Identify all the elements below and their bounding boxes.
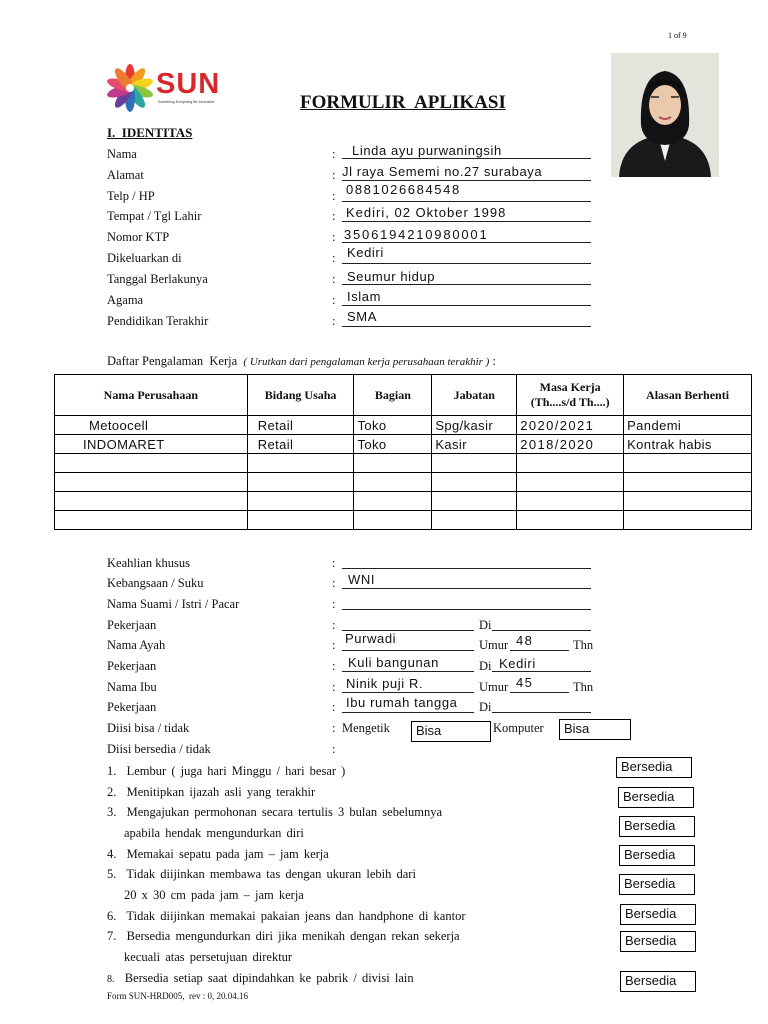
list-item: 2. Menitipkan ijazah asli yang terakhir — [107, 785, 316, 799]
label-komputer: Komputer — [493, 721, 544, 735]
nama-ibu-field[interactable]: Ninik puji R. — [346, 676, 424, 691]
label-thn-ibu: Thn — [573, 680, 594, 694]
label-agama: Agama — [107, 293, 144, 307]
list-item: 8. Bersedia setiap saat dipindahkan ke pabrik / divisi lain — [107, 971, 414, 985]
label-diisi-bersedia-tidak: Diisi bersedia / tidak — [107, 742, 211, 756]
table-cell[interactable]: Retail — [247, 435, 354, 454]
label-keahlian: Keahlian khusus — [107, 556, 190, 570]
table-cell[interactable] — [432, 492, 517, 511]
answer-box-5[interactable]: Bersedia — [619, 874, 695, 895]
table-cell[interactable] — [55, 473, 248, 492]
list-item: 5. Tidak diijinkan membawa tas dengan ukuran lebih dari — [107, 867, 416, 881]
nama-ayah-field[interactable]: Purwadi — [345, 631, 397, 646]
table-header-row — [55, 375, 752, 416]
table-cell[interactable] — [354, 492, 432, 511]
agama-field[interactable]: Islam — [347, 289, 382, 304]
pekerjaan-3-field[interactable]: Ibu rumah tangga — [346, 695, 458, 710]
tempat-tgl-lahir-field[interactable]: Kediri, 02 Oktober 1998 — [346, 205, 507, 220]
table-cell[interactable] — [247, 454, 354, 473]
answer-box-6[interactable]: Bersedia — [620, 904, 696, 925]
table-cell[interactable]: Spg/kasir — [432, 416, 517, 435]
label-umur-ayah: Umur — [479, 638, 509, 652]
table-cell[interactable]: 2018/2020 — [517, 435, 624, 454]
label-tanggal-berlakunya: Tanggal Berlakunya — [107, 272, 208, 286]
logo-tagline: Something Everything Be Innovative — [158, 100, 215, 104]
answer-box-1[interactable]: Bersedia — [616, 757, 692, 778]
label-mengetik: Mengetik — [342, 721, 390, 735]
label-dikeluarkan-di: Dikeluarkan di — [107, 251, 182, 265]
table-cell[interactable] — [432, 511, 517, 530]
table-cell[interactable]: Toko — [354, 416, 432, 435]
table-cell[interactable] — [517, 511, 624, 530]
applicant-photo — [611, 53, 719, 177]
answer-box-2[interactable]: Bersedia — [618, 787, 694, 808]
portrait-image — [611, 53, 719, 177]
table-row — [55, 454, 752, 473]
table-cell[interactable]: Toko — [354, 435, 432, 454]
table-cell[interactable] — [432, 473, 517, 492]
col-bidang-usaha: Bidang Usaha — [247, 375, 354, 416]
section-identitas-heading: I. IDENTITAS — [107, 125, 193, 140]
telp-field[interactable]: 0881026684548 — [346, 182, 461, 197]
table-cell[interactable] — [432, 454, 517, 473]
table-cell[interactable] — [55, 454, 248, 473]
label-pasangan: Nama Suami / Istri / Pacar — [107, 597, 240, 611]
table-cell[interactable] — [354, 454, 432, 473]
list-item-continuation: apabila hendak mengundurkan diri — [124, 826, 304, 840]
table-cell[interactable]: Metoocell — [55, 416, 248, 435]
col-jabatan: Jabatan — [432, 375, 517, 416]
table-cell[interactable] — [624, 511, 752, 530]
table-row — [55, 492, 752, 511]
list-item: 6. Tidak diijinkan memakai pakaian jeans dan handphone di kantor — [107, 909, 466, 923]
table-cell[interactable] — [247, 473, 354, 492]
nama-field[interactable]: Linda ayu purwaningsih — [352, 143, 502, 158]
col-bagian: Bagian — [354, 375, 432, 416]
col-alasan-berhenti: Alasan Berhenti — [624, 375, 752, 416]
label-pekerjaan-2: Pekerjaan — [107, 659, 157, 673]
table-row — [55, 473, 752, 492]
alamat-field[interactable]: Jl raya Sememi no.27 surabaya — [342, 164, 543, 179]
table-cell[interactable] — [517, 492, 624, 511]
label-nomor-ktp: Nomor KTP — [107, 230, 170, 244]
label-pendidikan-terakhir: Pendidikan Terakhir — [107, 314, 209, 328]
logo-text: SUN — [156, 68, 221, 100]
umur-ibu-field[interactable]: 45 — [516, 675, 534, 690]
table-cell[interactable]: Kasir — [432, 435, 517, 454]
form-title: FORMULIR APLIKASI — [300, 92, 506, 113]
label-di-2: Di — [479, 659, 492, 673]
umur-ayah-field[interactable]: 48 — [516, 633, 534, 648]
nomor-ktp-field[interactable]: 3506194210980001 — [344, 227, 489, 242]
list-item: 7. Bersedia mengundurkan diri jika menikah dengan rekan sekerja — [107, 929, 460, 943]
table-cell[interactable]: Pandemi — [624, 416, 752, 435]
answer-box-3[interactable]: Bersedia — [619, 816, 695, 837]
list-item-continuation: 20 x 30 cm pada jam – jam kerja — [124, 888, 304, 902]
table-cell[interactable] — [55, 492, 248, 511]
answer-box-4[interactable]: Bersedia — [619, 845, 695, 866]
list-item: 4. Memakai sepatu pada jam – jam kerja — [107, 847, 329, 861]
list-item: 3. Mengajukan permohonan secara tertulis 3 bulan sebelumnya — [107, 805, 443, 819]
table-cell[interactable] — [354, 473, 432, 492]
table-row — [55, 511, 752, 530]
table-cell[interactable] — [55, 511, 248, 530]
list-item-continuation: kecuali atas persetujuan direktur — [124, 950, 293, 964]
label-umur-ibu: Umur — [479, 680, 509, 694]
page-number: 1 of 9 — [668, 31, 687, 40]
komputer-field[interactable]: Bisa — [559, 719, 631, 740]
label-thn-ayah: Thn — [573, 638, 594, 652]
table-cell[interactable] — [247, 492, 354, 511]
label-pekerjaan-1: Pekerjaan — [107, 618, 157, 632]
label-nama-ayah: Nama Ayah — [107, 638, 166, 652]
experience-table — [54, 374, 752, 530]
flower-logo-icon — [104, 64, 156, 112]
label-alamat: Alamat — [107, 168, 144, 182]
table-cell[interactable]: 2020/2021 — [517, 416, 624, 435]
form-footer: Form SUN-HRD005, rev : 0, 20.04.16 — [107, 991, 248, 1001]
table-cell[interactable]: Kontrak habis — [624, 435, 752, 454]
table-cell[interactable] — [517, 473, 624, 492]
mengetik-field[interactable]: Bisa — [411, 721, 491, 742]
label-di-3: Di — [479, 700, 492, 714]
answer-box-7[interactable]: Bersedia — [620, 931, 696, 952]
table-cell[interactable] — [624, 492, 752, 511]
dikeluarkan-di-field[interactable]: Kediri — [347, 245, 384, 260]
table-cell[interactable]: INDOMARET — [55, 435, 248, 454]
label-diisi-bisa-tidak: Diisi bisa / tidak — [107, 721, 190, 735]
label-di-1: Di — [479, 618, 492, 632]
table-cell[interactable] — [624, 454, 752, 473]
table-row — [55, 416, 752, 435]
company-logo — [104, 64, 244, 112]
tanggal-berlakunya-field[interactable]: Seumur hidup — [347, 269, 436, 284]
col-nama-perusahaan: Nama Perusahaan — [55, 375, 248, 416]
table-cell[interactable]: Retail — [247, 416, 354, 435]
list-item: 1. Lembur ( juga hari Minggu / hari besar ) — [107, 764, 346, 778]
label-nama: Nama — [107, 147, 137, 161]
table-row — [55, 435, 752, 454]
answer-box-8[interactable]: Bersedia — [620, 971, 696, 992]
label-pekerjaan-3: Pekerjaan — [107, 700, 157, 714]
table-cell[interactable] — [517, 454, 624, 473]
label-nama-ibu: Nama Ibu — [107, 680, 157, 694]
pendidikan-terakhir-field[interactable]: SMA — [347, 309, 377, 324]
label-tempat-tgl-lahir: Tempat / Tgl Lahir — [107, 209, 202, 223]
col-masa-kerja: Masa Kerja (Th....s/d Th....) — [517, 375, 624, 416]
table-cell[interactable] — [247, 511, 354, 530]
table-cell[interactable] — [624, 473, 752, 492]
label-telp: Telp / HP — [107, 189, 155, 203]
experience-heading: Daftar Pengalaman Kerja ( Urutkan dari pengalaman kerja perusahaan terakhir ) : — [107, 354, 496, 368]
di-2-field[interactable]: Kediri — [499, 656, 536, 671]
pekerjaan-2-field[interactable]: Kuli bangunan — [348, 655, 439, 670]
label-kebangsaan: Kebangsaan / Suku — [107, 576, 204, 590]
kebangsaan-field[interactable]: WNI — [348, 572, 376, 587]
table-cell[interactable] — [354, 511, 432, 530]
